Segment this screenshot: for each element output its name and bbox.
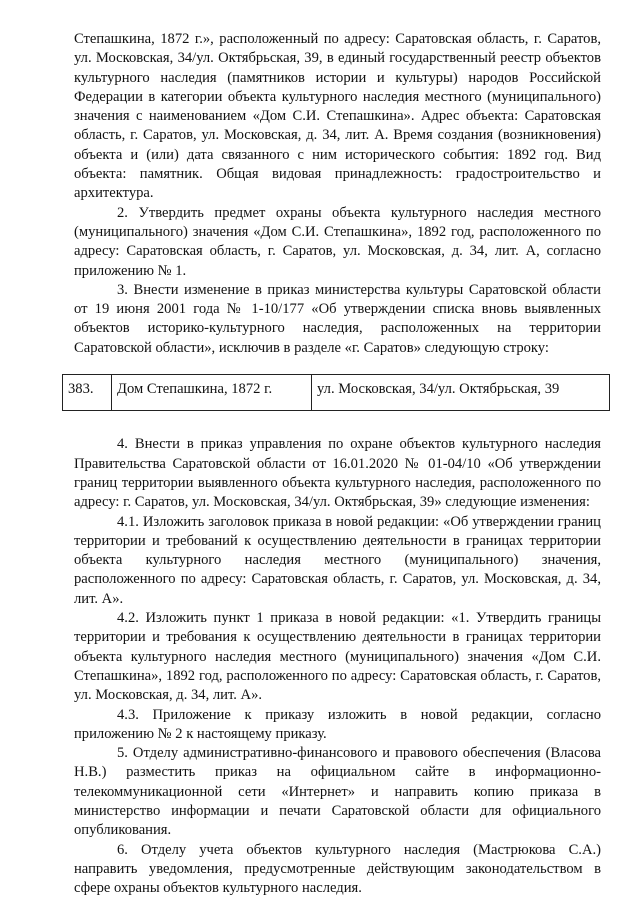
paragraph-4: 4. Внести в приказ управления по охране объектов культурного наследия Правительства Саратовской области от 16.01.2020 № 01-04/10 «Об утверждении границ территории выявленного объекта культурного наследия, расположенного по адресу: г. Саратов, ул. Московская, 34/ул. Октябрьская, 39» следующие изменения:: [74, 436, 601, 511]
paragraph-4-2: 4.2. Изложить пункт 1 приказа в новой редакции: «1. Утвердить границы территории и требования к осуществлению деятельности в границах территории объекта культурного наследия местного (муниципального) значения «Дом С.И. Степашкина», 1892 год, расположенного по адресу: Саратовская область, г. Саратов, ул. Московская, д. 34, лит. А».: [74, 610, 601, 704]
document-page: [68, 30, 601, 898]
object-address-cell: ул. Московская, 34/ул. Октябрьская, 39: [312, 375, 610, 411]
row-number-cell: 383.: [63, 375, 112, 411]
excluded-row-table: [62, 374, 610, 411]
paragraph-6: 6. Отделу учета объектов культурного наследия (Мастрюкова С.А.) направить уведомления, предусмотренные действующим законодательством в сфере охраны объектов культурного наследия.: [74, 841, 601, 897]
paragraph-5: 5. Отделу административно-финансового и правового обеспечения (Власова Н.В.) разместить приказ на официальном сайте в информационно-телекоммуникационной сети «Интернет» и направить копию приказа в министерство информации и печати Саратовской области для официального опубликования.: [74, 745, 601, 839]
paragraph-2: 2. Утвердить предмет охраны объекта культурного наследия местного (муниципального) значения «Дом С.И. Степашкина», 1892 год, расположенного по адресу: Саратовская область, г. Саратов, ул. Московская, д. 34, лит. А, согласно приложению № 1.: [74, 204, 601, 279]
paragraph-1-continuation: Степашкина, 1872 г.», расположенный по адресу: Саратовская область, г. Саратов, ул. Московская, 34/ул. Октябрьская, 39, в единый государственный реестр объектов культурного наследия (памятников истории и культуры) народов Российской Федерации в категории объекта культурного наследия местного (муниципального) значения с наименованием «Дом С.И. Степашкина». Адрес объекта: Саратовская область, г. Саратов, ул. Московская, д. 34, лит. А. Время создания (возникновения) объекта и (или) дата связанного с ним исторического события: 1892 год. Вид объекта: памятник. Общая видовая принадлежность: градостроительство и архитектура.: [74, 31, 601, 202]
table-row: [63, 375, 610, 411]
paragraph-4-1: 4.1. Изложить заголовок приказа в новой редакции: «Об утверждении границ территории и требований к осуществлению деятельности в границах территории объекта культурного наследия местного (муниципального) значения, расположенного по адресу: Саратовская область, г. Саратов, ул. Московская, д. 34, лит. А».: [74, 513, 601, 607]
paragraph-3: 3. Внести изменение в приказ министерства культуры Саратовской области от 19 июня 2001 года № 1-10/177 «Об утверждении списка вновь выявленных объектов историко-культурного наследия, расположенных на территории Саратовской области», исключив в разделе «г. Саратов» следующую строку:: [74, 281, 601, 356]
excluded-row-table-wrapper: [62, 374, 610, 411]
object-name-cell: Дом Степашкина, 1872 г.: [112, 375, 312, 411]
paragraph-4-3: 4.3. Приложение к приказу изложить в новой редакции, согласно приложению № 2 к настоящему приказу.: [74, 706, 601, 742]
